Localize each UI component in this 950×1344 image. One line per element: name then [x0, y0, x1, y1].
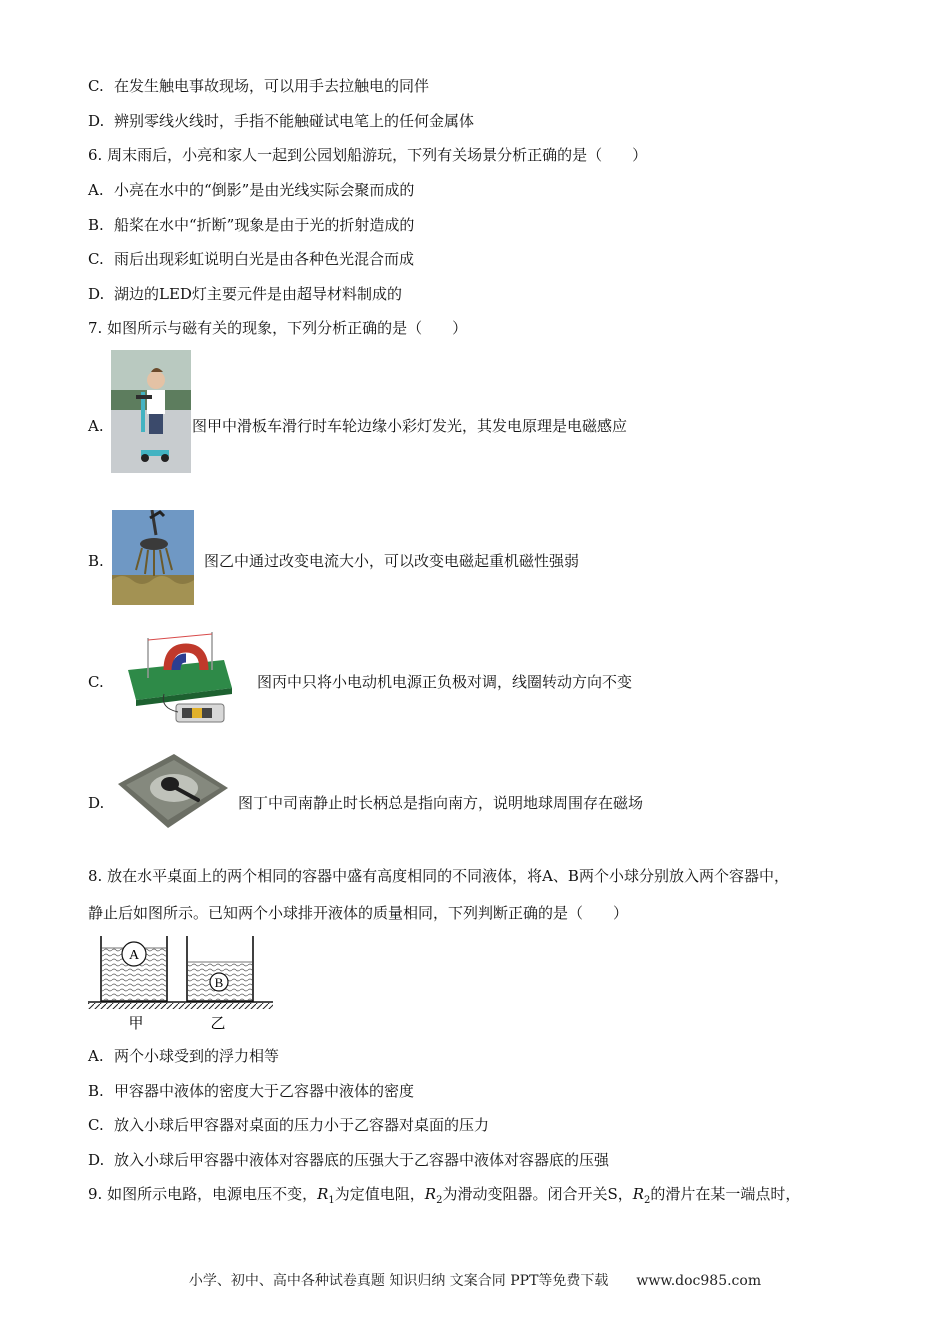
- option-7b: [88, 551, 114, 571]
- option-7b-text: 图乙中通过改变电流大小，可以改变电磁起重机磁性强弱: [204, 552, 580, 570]
- option-letter: D.: [88, 112, 105, 130]
- q9-text-prefix: 9. 如图所示电路，电源电压不变，: [88, 1185, 318, 1203]
- option-letter: D.: [88, 794, 105, 812]
- question-6-stem: 6. 周末雨后，小亮和家人一起到公园划船游玩，下列有关场景分析正确的是（ ）: [88, 146, 648, 164]
- scooter-photo: [111, 350, 191, 473]
- option-letter: D.: [88, 1151, 105, 1169]
- q9-text-mid2: 为滑动变阻器。闭合开关S，: [442, 1185, 633, 1203]
- r2-subscript: 2: [436, 1195, 443, 1206]
- option-7a: [88, 416, 114, 436]
- option-letter: A.: [88, 1047, 104, 1065]
- electric-motor-photo: [124, 630, 234, 730]
- option-7c-text: 图丙中只将小电动机电源正负极对调，线圈转动方向不变: [257, 673, 633, 691]
- r1-symbol: R: [317, 1185, 329, 1203]
- r2-symbol-second: R: [632, 1185, 645, 1203]
- electromagnetic-crane-photo: [112, 510, 194, 605]
- option-text: 船桨在水中“折断”现象是由于光的折射造成的: [114, 216, 415, 234]
- option-letter: D.: [88, 285, 105, 303]
- question-9-stem: [88, 1184, 800, 1211]
- q9-text-suffix: 的滑片在某一端点时，: [650, 1185, 801, 1203]
- option-text: 在发生触电事故现场，可以用手去拉触电的同伴: [114, 77, 430, 95]
- option-text: 小亮在水中的“倒影”是由光线实际会聚而成的: [114, 181, 415, 199]
- option-6a: [88, 180, 414, 200]
- option-letter: A.: [88, 417, 104, 435]
- sinan-compass-photo: [112, 750, 232, 830]
- option-8a: [88, 1046, 279, 1066]
- option-8b: [88, 1081, 414, 1101]
- q9-text-mid1: 为定值电阻，: [334, 1185, 425, 1203]
- label-jia: 甲: [128, 1014, 144, 1032]
- option-letter: C.: [88, 250, 104, 268]
- option-letter: C.: [88, 673, 104, 691]
- option-6b: [88, 215, 414, 235]
- question-7-stem: 7. 如图所示与磁有关的现象，下列分析正确的是（ ）: [88, 319, 468, 337]
- option-7a-text: 图甲中滑板车滑行时车轮边缘小彩灯发光，其发电原理是电磁感应: [192, 417, 628, 435]
- buoyancy-containers-figure: [88, 932, 273, 1032]
- r2-subscript-second: 2: [644, 1195, 651, 1206]
- option-6c: [88, 249, 414, 269]
- option-letter: B.: [88, 216, 104, 234]
- option-text: 放入小球后甲容器对桌面的压力小于乙容器对桌面的压力: [114, 1116, 490, 1134]
- question-8-stem-line-2: 静止后如图所示。已知两个小球排开液体的质量相同，下列判断正确的是（ ）: [88, 904, 629, 922]
- option-text: 雨后出现彩虹说明白光是由各种色光混合而成: [114, 250, 415, 268]
- option-letter: B.: [88, 1082, 104, 1100]
- option-text: 放入小球后甲容器中液体对容器底的压强大于乙容器中液体对容器底的压强: [114, 1151, 610, 1169]
- option-8c: [88, 1115, 489, 1135]
- option-7d-text: 图丁中司南静止时长柄总是指向南方，说明地球周围存在磁场: [238, 794, 644, 812]
- option-5d: [88, 111, 474, 131]
- r2-symbol: R: [424, 1185, 437, 1203]
- option-6d: [88, 284, 402, 304]
- page-footer: 小学、初中、高中各种试卷真题 知识归纳 文案合同 PPT等免费下载 www.doc985.com: [188, 1273, 762, 1289]
- option-7d: [88, 793, 114, 813]
- ball-b-label: B: [214, 975, 224, 990]
- option-letter: B.: [88, 552, 104, 570]
- option-8d: [88, 1150, 609, 1170]
- label-yi: 乙: [210, 1014, 226, 1032]
- option-text: 甲容器中液体的密度大于乙容器中液体的密度: [114, 1082, 415, 1100]
- option-text: 辨别零线火线时，手指不能触碰试电笔上的任何金属体: [114, 112, 475, 130]
- option-7c: [88, 672, 114, 692]
- option-letter: A.: [88, 181, 104, 199]
- option-letter: C.: [88, 77, 104, 95]
- question-8-stem-line-1: 8. 放在水平桌面上的两个相同的容器中盛有高度相同的不同液体，将A、B两个小球分别放入两个容器中，: [88, 867, 789, 885]
- option-text: 两个小球受到的浮力相等: [114, 1047, 280, 1065]
- option-text: 湖边的LED灯主要元件是由超导材料制成的: [114, 285, 402, 303]
- ball-a-label: A: [128, 948, 140, 963]
- option-letter: C.: [88, 1116, 104, 1134]
- r1-subscript: 1: [328, 1195, 335, 1206]
- option-5c: [88, 76, 429, 96]
